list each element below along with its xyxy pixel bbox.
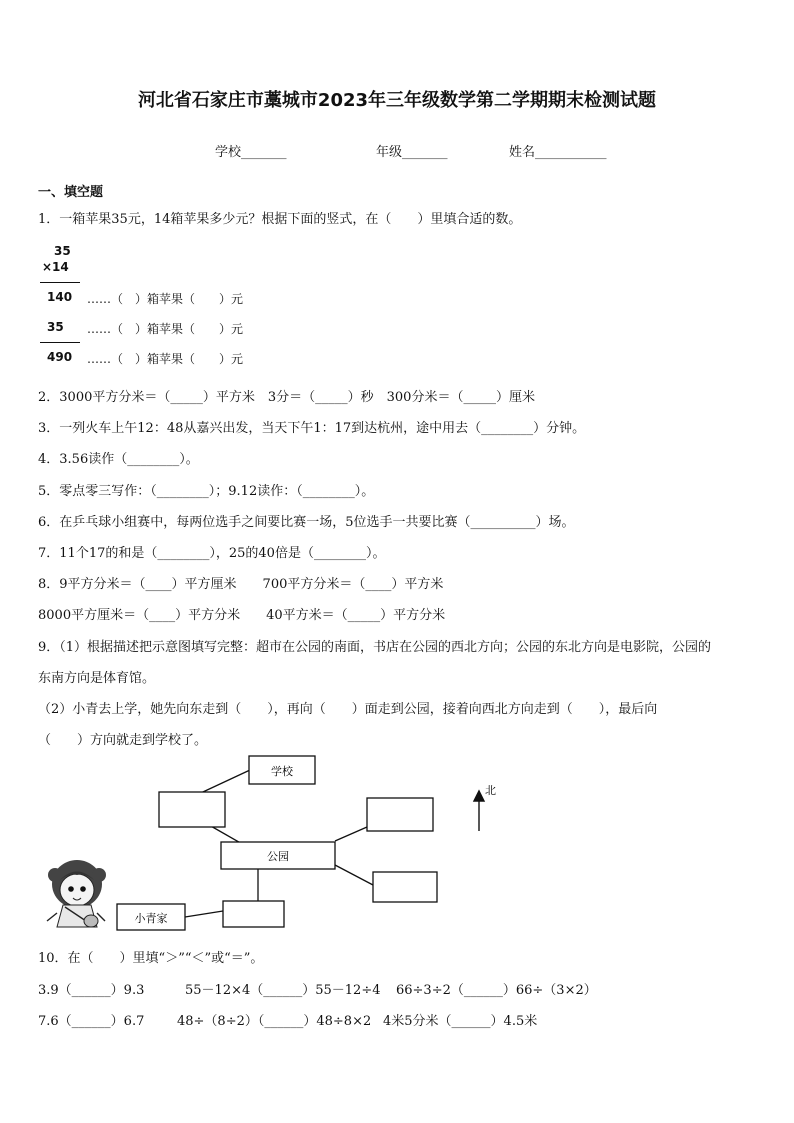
question-8-line-1: 8．9平方分米＝（____）平方厘米 700平方分米＝（____）平方米 <box>38 577 444 592</box>
girl-icon <box>47 860 106 927</box>
park-label: 公园 <box>267 850 289 863</box>
question-7: 7．11个17的和是（________），25的40倍是（________）。 <box>38 546 386 561</box>
calc-rule-1 <box>40 282 80 283</box>
northwest-blank-box <box>159 792 225 827</box>
q10-r1-c1: 3.9（______）9.3 <box>38 983 145 998</box>
partial-note-2: ……（ ）箱苹果（ ）元 <box>87 322 244 336</box>
partial-product-1: 140 <box>47 290 73 304</box>
partial-product-2: 35 <box>47 320 64 334</box>
question-10: 10．在（ ）里填“＞”“＜”或“＝”。 <box>38 951 264 966</box>
partial-note-1: ……（ ）箱苹果（ ）元 <box>87 292 244 306</box>
line-home-east <box>185 911 223 917</box>
section-heading: 一、填空题 <box>38 185 104 200</box>
southeast-blank-box <box>373 872 437 902</box>
question-6: 6．在乒乓球小组赛中，每两位选手之间要比赛一场，5位选手一共要比赛（__________）场。 <box>38 515 575 530</box>
north-label: 北 <box>485 784 496 797</box>
name-field[interactable]: 姓名___________ <box>509 145 607 160</box>
partial-note-3: ……（ ）箱苹果（ ）元 <box>87 352 244 366</box>
q10-r2-c3: 4米5分米（______）4.5米 <box>383 1014 538 1029</box>
multiplicand: 35 <box>54 244 71 258</box>
page-title: 河北省石家庄市藁城市2023年三年级数学第二学期期末检测试题 <box>137 90 657 111</box>
question-4: 4．3.56读作（________）。 <box>38 452 199 467</box>
final-product: 490 <box>47 350 73 364</box>
question-9-line-4: （ ）方向就走到学校了。 <box>38 733 208 748</box>
q10-r1-c2: 55－12×4（______）55－12÷4 <box>185 983 381 998</box>
question-2: 2．3000平方分米＝（_____）平方米 3分＝（_____）秒 300分米＝（_____）厘米 <box>38 390 535 405</box>
line-park-southeast <box>335 865 373 885</box>
northeast-blank-box <box>367 798 433 831</box>
north-arrow-icon <box>474 791 484 801</box>
home-label: 小青家 <box>134 912 168 925</box>
q10-r2-c1: 7.6（______）6.7 <box>38 1014 145 1029</box>
q10-r1-c3: 66÷3÷2（______）66÷（3×2） <box>396 983 597 998</box>
question-9-line-1: 9．（1）根据描述把示意图填写完整：超市在公园的南面，书店在公园的西北方向；公园的东北方向是电影院，公园的 <box>38 640 712 655</box>
question-9-line-3: （2）小青去上学，她先向东走到（ ），再向（ ）面走到公园，接着向西北方向走到（ ），最后向 <box>38 702 658 717</box>
question-5: 5．零点零三写作：（________）；9.12读作：（________）。 <box>38 484 375 499</box>
multiplier: ×14 <box>42 260 69 274</box>
question-3: 3．一列火车上午12：48从嘉兴出发，当天下午1：17到达杭州，途中用去（________）分钟。 <box>38 421 586 436</box>
question-1: 1．一箱苹果35元，14箱苹果多少元？根据下面的竖式，在（ ）里填合适的数。 <box>38 212 522 227</box>
calc-rule-2 <box>40 342 80 343</box>
q10-r2-c2: 48÷（8÷2）（______）48÷8×2 <box>177 1014 372 1029</box>
south-blank-box <box>223 901 284 927</box>
line-park-northeast <box>335 827 367 841</box>
school-field[interactable]: 学校_______ <box>215 145 287 160</box>
question-8-line-2: 8000平方厘米＝（____）平方分米 40平方米＝（_____）平方分米 <box>38 608 446 623</box>
school-label: 学校 <box>271 765 293 778</box>
grade-field[interactable]: 年级_______ <box>376 145 448 160</box>
map-diagram <box>45 745 505 935</box>
question-9-line-2: 东南方向是体育馆。 <box>38 671 156 686</box>
